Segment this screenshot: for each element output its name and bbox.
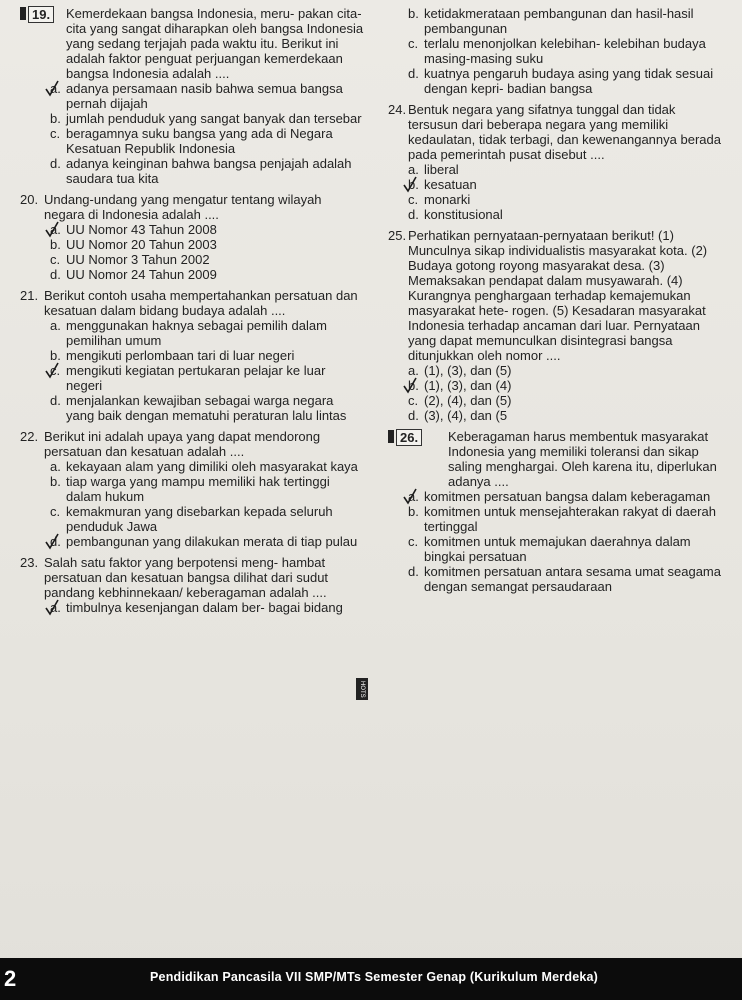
option-text: menjalankan kewajiban sebagai warga negara yang baik dengan mematuhi peraturan lalu lintas bbox=[66, 393, 347, 423]
option-letter: b. bbox=[408, 6, 419, 21]
option-text: (3), (4), dan (5 bbox=[424, 408, 508, 423]
question bbox=[20, 288, 365, 423]
answer-option[interactable] bbox=[408, 177, 728, 192]
option-letter: c. bbox=[408, 36, 419, 51]
question-stem: Perhatikan pernyataan-pernyataan berikut! (1) Munculnya sikap individualistis masyarakat kota. (2) Budaya gotong royong masyarakat desa. (3) Memaksakan pendapat dalam musyawarah. (4) Kurangnya penghargaan terhadap kemajemukan masyarakat hete- rogen. (5) Kesadaran masyarakat Indonesia terhadap ancaman dari luar. Pernyataan yang dapat memunculkan disintegrasi bangsa ditunjukkan oleh nomor .... bbox=[408, 228, 708, 363]
answer-option[interactable] bbox=[408, 162, 728, 177]
question-number: 20. bbox=[20, 192, 39, 207]
answer-option[interactable] bbox=[50, 504, 365, 534]
answer-option[interactable] bbox=[408, 378, 728, 393]
question-number: 22. bbox=[20, 429, 39, 444]
option-text: tiap warga yang mampu memiliki hak tertinggi dalam hukum bbox=[66, 474, 330, 504]
question bbox=[388, 102, 728, 222]
question bbox=[20, 429, 365, 549]
option-text: UU Nomor 20 Tahun 2003 bbox=[66, 237, 217, 252]
option-text: kuatnya pengaruh budaya asing yang tidak sesuai dengan kepri- badian bangsa bbox=[424, 66, 714, 96]
footer-title: Pendidikan Pancasila VII SMP/MTs Semester Genap (Kurikulum Merdeka) bbox=[150, 970, 599, 984]
option-text: UU Nomor 43 Tahun 2008 bbox=[66, 222, 217, 237]
option-letter: b. bbox=[50, 111, 61, 126]
answer-option[interactable] bbox=[50, 267, 365, 282]
option-letter: b. bbox=[408, 378, 419, 393]
option-letter: c. bbox=[50, 252, 61, 267]
option-letter: c. bbox=[50, 504, 61, 519]
option-text: menggunakan haknya sebagai pemilih dalam pemilihan umum bbox=[66, 318, 327, 348]
answer-option[interactable] bbox=[408, 504, 728, 534]
option-text: liberal bbox=[424, 162, 459, 177]
option-letter: c. bbox=[50, 363, 61, 378]
option-letter: d. bbox=[50, 267, 61, 282]
option-letter: a. bbox=[50, 81, 61, 96]
question-stem: Berikut contoh usaha mempertahankan persatuan dan kesatuan dalam bidang budaya adalah .... bbox=[44, 288, 358, 318]
option-letter: b. bbox=[50, 237, 61, 252]
option-text: mengikuti kegiatan pertukaran pelajar ke luar negeri bbox=[66, 363, 326, 393]
answer-option[interactable] bbox=[50, 393, 365, 423]
answer-option[interactable] bbox=[408, 564, 728, 594]
option-text: kemakmuran yang disebarkan kepada seluruh penduduk Jawa bbox=[66, 504, 333, 534]
option-text: kekayaan alam yang dimiliki oleh masyarakat kaya bbox=[66, 459, 358, 474]
answer-option[interactable] bbox=[50, 222, 365, 237]
option-letter: c. bbox=[50, 126, 61, 141]
continued-options bbox=[388, 6, 728, 96]
question-number: 25. bbox=[388, 228, 407, 243]
pen-mark-icon bbox=[44, 361, 60, 379]
option-text: (1), (3), dan (4) bbox=[424, 378, 512, 393]
option-letter: d. bbox=[50, 156, 61, 171]
option-text: pembangunan yang dilakukan merata di tiap pulau bbox=[66, 534, 358, 549]
answer-option[interactable] bbox=[408, 363, 728, 378]
question-stem: Salah satu faktor yang berpotensi meng- hambat persatuan dan kesatuan bangsa dilihat dari sudut pandang kebhinnekaan/ keberagaman adalah .... bbox=[44, 555, 329, 600]
answer-option[interactable] bbox=[408, 534, 728, 564]
pen-mark-icon bbox=[44, 598, 60, 616]
answer-option[interactable] bbox=[50, 156, 365, 186]
question-stem: Keberagaman harus membentuk masyarakat Indonesia yang memiliki toleransi dan sikap saling menghargai. Oleh karena itu, diperlukan adanya .... bbox=[448, 429, 717, 489]
option-text: (2), (4), dan (5) bbox=[424, 393, 512, 408]
pen-mark-icon bbox=[44, 220, 60, 238]
question bbox=[388, 228, 728, 423]
option-text: komitmen untuk memajukan daerahnya dalam bingkai persatuan bbox=[424, 534, 691, 564]
answer-option[interactable] bbox=[50, 474, 365, 504]
answer-option[interactable] bbox=[50, 348, 365, 363]
option-letter: a. bbox=[408, 363, 419, 378]
option-letter: b. bbox=[50, 474, 61, 489]
answer-option[interactable] bbox=[50, 111, 365, 126]
option-text: konstitusional bbox=[424, 207, 503, 222]
question-stem: Kemerdekaan bangsa Indonesia, meru- pakan cita-cita yang sangat diharapkan oleh bangsa Indonesia yang sedang terjajah pada waktu itu. Berikut ini adalah faktor penguat perjuangan kemerdekaan bangsa Indonesia adalah .... bbox=[66, 6, 364, 81]
option-letter: a. bbox=[408, 489, 419, 504]
answer-option[interactable] bbox=[408, 66, 728, 96]
option-text: komitmen untuk mensejahterakan rakyat di daerah tertinggal bbox=[424, 504, 716, 534]
answer-option[interactable] bbox=[50, 318, 365, 348]
question-stem: Undang-undang yang mengatur tentang wilayah negara di Indonesia adalah .... bbox=[44, 192, 322, 222]
option-text: monarki bbox=[424, 192, 471, 207]
question-marker-icon bbox=[388, 430, 394, 443]
option-letter: a. bbox=[408, 162, 419, 177]
question-number: 23. bbox=[20, 555, 39, 570]
answer-option[interactable] bbox=[408, 393, 728, 408]
answer-option[interactable] bbox=[408, 207, 728, 222]
question bbox=[20, 6, 365, 186]
option-letter: b. bbox=[50, 348, 61, 363]
option-letter: d. bbox=[408, 408, 419, 423]
option-text: adanya persamaan nasib bahwa semua bangsa pernah dijajah bbox=[66, 81, 343, 111]
answer-option[interactable] bbox=[50, 81, 365, 111]
option-text: komitmen persatuan antara sesama umat seagama dengan semangat persaudaraan bbox=[424, 564, 721, 594]
option-text: kesatuan bbox=[424, 177, 477, 192]
option-letter: d. bbox=[408, 207, 419, 222]
question bbox=[20, 192, 365, 282]
right-questions bbox=[388, 102, 728, 594]
answer-option[interactable] bbox=[50, 363, 365, 393]
answer-option[interactable] bbox=[408, 192, 728, 207]
question-stem: Bentuk negara yang sifatnya tunggal dan tidak tersusun dari beberapa negara yang memiliki kedaulatan, tidak terbagi, dan kewenangannya berada pada pemerintah pusat disebut .... bbox=[408, 102, 721, 162]
answer-option[interactable] bbox=[50, 600, 365, 615]
question-marker-icon bbox=[20, 7, 26, 20]
option-text: UU Nomor 24 Tahun 2009 bbox=[66, 267, 217, 282]
pen-mark-icon bbox=[402, 175, 418, 193]
answer-option[interactable] bbox=[50, 237, 365, 252]
pen-mark-icon bbox=[44, 79, 60, 97]
option-text: (1), (3), dan (5) bbox=[424, 363, 512, 378]
hots-label: HOTS bbox=[356, 678, 368, 700]
question bbox=[20, 555, 365, 615]
question-number: 21. bbox=[20, 288, 39, 303]
page-footer bbox=[0, 958, 742, 1000]
option-text: jumlah penduduk yang sangat banyak dan tersebar bbox=[66, 111, 362, 126]
page-number: 2 bbox=[4, 966, 17, 991]
answer-option[interactable] bbox=[50, 252, 365, 267]
option-text: ketidakmerataan pembangunan dan hasil-hasil pembangunan bbox=[424, 6, 694, 36]
option-letter: a. bbox=[50, 222, 61, 237]
answer-option[interactable] bbox=[408, 6, 728, 36]
option-letter: a. bbox=[50, 459, 61, 474]
option-letter: d. bbox=[50, 534, 61, 549]
option-letter: a. bbox=[50, 318, 61, 333]
option-text: timbulnya kesenjangan dalam ber- bagai bidang bbox=[66, 600, 343, 615]
question-number: 26. bbox=[396, 429, 422, 446]
option-letter: d. bbox=[408, 564, 419, 579]
answer-option[interactable] bbox=[408, 489, 728, 504]
pen-mark-icon bbox=[44, 532, 60, 550]
question-number: 24. bbox=[388, 102, 407, 117]
option-text: terlalu menonjolkan kelebihan- kelebihan budaya masing-masing suku bbox=[424, 36, 706, 66]
option-text: mengikuti perlombaan tari di luar negeri bbox=[66, 348, 295, 363]
pen-mark-icon bbox=[402, 487, 418, 505]
option-letter: a. bbox=[50, 600, 61, 615]
option-letter: c. bbox=[408, 534, 419, 549]
question bbox=[388, 429, 728, 594]
option-letter: c. bbox=[408, 192, 419, 207]
question-continuation bbox=[388, 6, 728, 96]
right-column bbox=[388, 6, 728, 600]
option-letter: b. bbox=[408, 177, 419, 192]
question-number: 19. bbox=[28, 6, 54, 23]
question-stem: Berikut ini adalah upaya yang dapat mendorong persatuan dan kesatuan adalah .... bbox=[44, 429, 321, 459]
answer-option[interactable] bbox=[50, 534, 365, 549]
option-text: adanya keinginan bahwa bangsa penjajah adalah saudara tua kita bbox=[66, 156, 352, 186]
answer-option[interactable] bbox=[408, 36, 728, 66]
answer-option[interactable] bbox=[408, 408, 728, 423]
answer-option[interactable] bbox=[50, 459, 365, 474]
option-text: beragamnya suku bangsa yang ada di Negara Kesatuan Republik Indonesia bbox=[66, 126, 333, 156]
left-column bbox=[20, 6, 365, 621]
option-letter: d. bbox=[408, 66, 419, 81]
option-letter: b. bbox=[408, 504, 419, 519]
option-letter: c. bbox=[408, 393, 419, 408]
option-text: komitmen persatuan bangsa dalam keberagaman bbox=[424, 489, 711, 504]
pen-mark-icon bbox=[402, 376, 418, 394]
option-text: UU Nomor 3 Tahun 2002 bbox=[66, 252, 210, 267]
answer-option[interactable] bbox=[50, 126, 365, 156]
option-letter: d. bbox=[50, 393, 61, 408]
